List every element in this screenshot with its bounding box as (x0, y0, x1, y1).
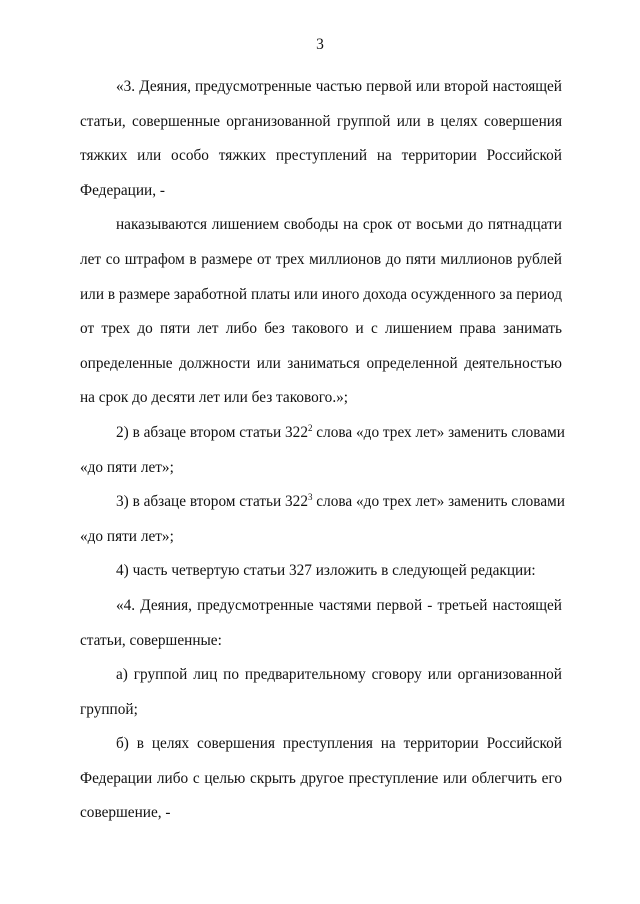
text-line: «до пяти лет»; (80, 527, 174, 545)
text-line: группой; (80, 700, 138, 718)
paragraph-subitem-a (80, 658, 562, 727)
text-line: «3. Деяния, предусмотренные частью первой или второй настоящей (116, 78, 562, 95)
text-line: 4) часть четвертую статьи 327 изложить в следующей редакции: (116, 562, 536, 580)
paragraph-part-4 (80, 589, 562, 658)
text-line: определенные должности или заниматься определенной деятельностью (80, 354, 562, 372)
paragraph-item-3 (80, 485, 565, 554)
text-line (80, 416, 565, 451)
text-line: Федерации, - (80, 181, 165, 199)
page-number: 3 (316, 36, 324, 53)
text-line: Федерации либо с целью скрыть другое преступление или облегчить его (80, 769, 562, 787)
text-line (80, 485, 565, 520)
superscript: 3 (307, 492, 313, 503)
document-body (80, 70, 565, 831)
text-segment: слова «до трех лет» заменить словами (312, 423, 565, 441)
text-line: от трех до пяти лет либо без такового и с лишением права занимать (80, 320, 562, 338)
paragraph-item-2 (80, 416, 565, 485)
text-line: б) в целях совершения преступления на территории Российской (116, 735, 562, 753)
superscript: 2 (307, 422, 313, 433)
text-line: «4. Деяния, предусмотренные частями первой - третьей настоящей (116, 596, 562, 614)
paragraph-penalty (80, 208, 562, 416)
text-line: статьи, совершенные организованной группой или в целях совершения (80, 112, 562, 130)
text-line: статьи, совершенные: (80, 631, 222, 649)
text-line: а) группой лиц по предварительному сговору или организованной (116, 666, 562, 684)
text-line: тяжких или особо тяжких преступлений на территории Российской (80, 147, 562, 165)
text-segment: слова «до трех лет» заменить словами (312, 493, 565, 511)
text-line: «до пяти лет»; (80, 458, 174, 476)
text-segment: 3) в абзаце втором статьи 322 (116, 493, 308, 511)
text-line: совершение, - (80, 804, 171, 822)
text-segment: 2) в абзаце втором статьи 322 (116, 423, 308, 441)
text-line: на срок до десяти лет или без такового.»; (80, 389, 349, 407)
paragraph-item-4 (80, 554, 562, 589)
paragraph-subitem-b (80, 727, 562, 831)
text-line: наказываются лишением свободы на срок от восьми до пятнадцати (116, 216, 562, 234)
paragraph-part-3 (80, 70, 562, 208)
text-line: лет со штрафом в размере от трех миллионов до пяти миллионов рублей (80, 250, 562, 268)
text-line: или в размере заработной платы или иного дохода осужденного за период (80, 285, 562, 303)
